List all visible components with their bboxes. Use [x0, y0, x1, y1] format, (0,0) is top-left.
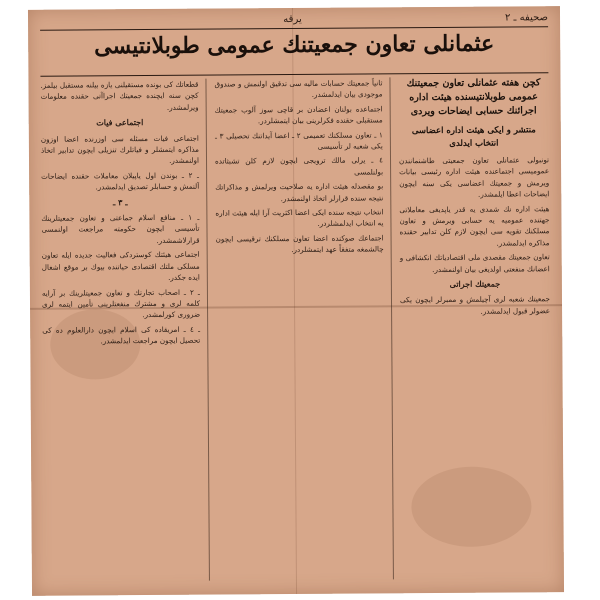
page-header: [40, 10, 548, 28]
column-right: [398, 76, 552, 581]
section-number: ـ ٣ ـ: [112, 196, 128, 207]
paragraph: تعاون جمعيتك مقصدى ملى اقتصادياتك انكشافى و اعضانك منفعتى اولديغى بيان اولنمشدر.: [399, 252, 550, 274]
paragraph: ٤ ـ يرلى مالك ترويجى ايچون لازم كلن تشبثاتده بولنلمسى: [214, 155, 384, 177]
column-separator: [205, 79, 210, 581]
paragraph: ـ ٤ ـ امريقاده كى اسلام ايچون دارالعلوم ده كى تحصيل ايچون مراجعت ايدلمشدر.: [42, 324, 201, 346]
paragraph: اجتماعى هيئتك كوستردكى فعاليت جديده ايله تعاون مسلكى ملتك اقتصادى حياتنده بيوك بر موقع اشغال ايده جكدر.: [41, 249, 200, 282]
paragraph: بو مقصدله هيئت اداره يه صلاحيت ويرلمش و مذاكراتك نتيجه سنده قرارلر اتخاذ اولنمشدر.: [215, 181, 384, 203]
paragraph: انتخاب نتيجه سنده ايكى اعضا اكثريت آرا ايله هيئت اداره يه انتخاب ايدلمشلردر.: [215, 207, 384, 229]
column-left: [40, 79, 202, 584]
headline: عثمانلى تعاون جمعيتنك عمومى طوبلانتيسى: [94, 30, 495, 60]
paragraph: جمعيتك شعبه لرى آچيلمش و ممبرلر ايچون يكى عضولر قبول ايدلمشدر.: [399, 294, 551, 316]
section-heading: جمعيتك اجراتى: [449, 278, 501, 289]
paragraph: ثانياً جمعيتك حسابات ماليه سى تدقيق اولنمش و صندوق موجودى بيان ايدلمشدر.: [214, 78, 383, 100]
paragraph: اجتماعده بولنان اعضادن بر قاچى سوز آلوب جمعيتك مستقبلى حقنده فكرلرينى بيان ايتمشلردر.: [214, 104, 383, 126]
column-middle: [214, 77, 386, 582]
paragraph: ـ ٢ ـ اصحاب تجارتك و تعاون جمعيتلرينك بر آرايه كلمه لرى و مشترك منفعتلرينى تأمين ايتمه لرى ضرورى كورلمشدر.: [41, 287, 201, 320]
paragraph: ١ ـ تعاون مسلكنك تعميمى ٢ ـ اعضا آيداتنك تحصيلى ٣ ـ يكى شعبه لر تأسيسى: [214, 130, 383, 151]
paragraph: ـ ١ ـ منافع اسلام جماعتى و تعاون جمعيتلرينك تأسيسى ايچون حكومته مراجعت اولنمسى قرارلاشمشدر.: [41, 212, 200, 245]
paragraph: قطعاتك كى بونده مستقيلنى يازه بيلنه مستقبل بيلمز. كچن سنه ايچنده جمعيتك اجراآتى حقنده معلومات ويرلمشدر.: [40, 79, 199, 112]
newspaper-page: [28, 6, 564, 596]
section-heading: اجتماعى فيات: [96, 117, 144, 128]
paragraph: هيئت اداره نك شمدى يه قدر ياپديغى معاملاتى جهتنده عموميه يه حسابى ويرمش و تعاون مسلكنك تقويه سى ايچون لازم كلن تدابير حقنده مذاكره ايدلمشدر.: [399, 203, 550, 248]
paragraph: اجتماعى فيات مسئله سى اوزرنده اعضا اوزون مذاكره ايتمشلر و فياتلرك تنزيلى ايچون تدابير اتخاذ اولنمشدر.: [40, 133, 200, 166]
column-separator: [389, 77, 394, 579]
paragraph: ـ ٢ ـ بوندن اول ياپيلان معاملات حقنده ايضاحات آلنمش و حسابلر تصديق ايدلمشدر.: [41, 170, 200, 192]
header-center-label: يرقه: [283, 13, 302, 25]
paragraph: تونبولى عثمانلى تعاون جمعيتى طاشنمانندن عموميسى اجتماعنده هيئت اداره رئيسى بيانات ويرمش و جمعيتك اعضاسى يكى سنه ايچون ايضاحات اعطا ايلمشدر.: [398, 155, 550, 199]
article-lead: كچن هفته عثمانلى تعاون جمعيتنك عمومى طوبلانتيسنده هيئت اداره اجرائنك حسابى ايضاحات ويردى: [406, 77, 541, 118]
article-subhead: منتشر و ايكى هيئت اداره اعضاسى انتخاب ايدلدى: [411, 125, 536, 149]
paragraph: اجتماعك صوكنده اعضا تعاون مسلكنك ترقيسى ايچون چالشمغه متفقاً عهد ايتمشلردر.: [215, 233, 384, 255]
page-number-label: صحيفه ـ ٢: [504, 11, 549, 24]
